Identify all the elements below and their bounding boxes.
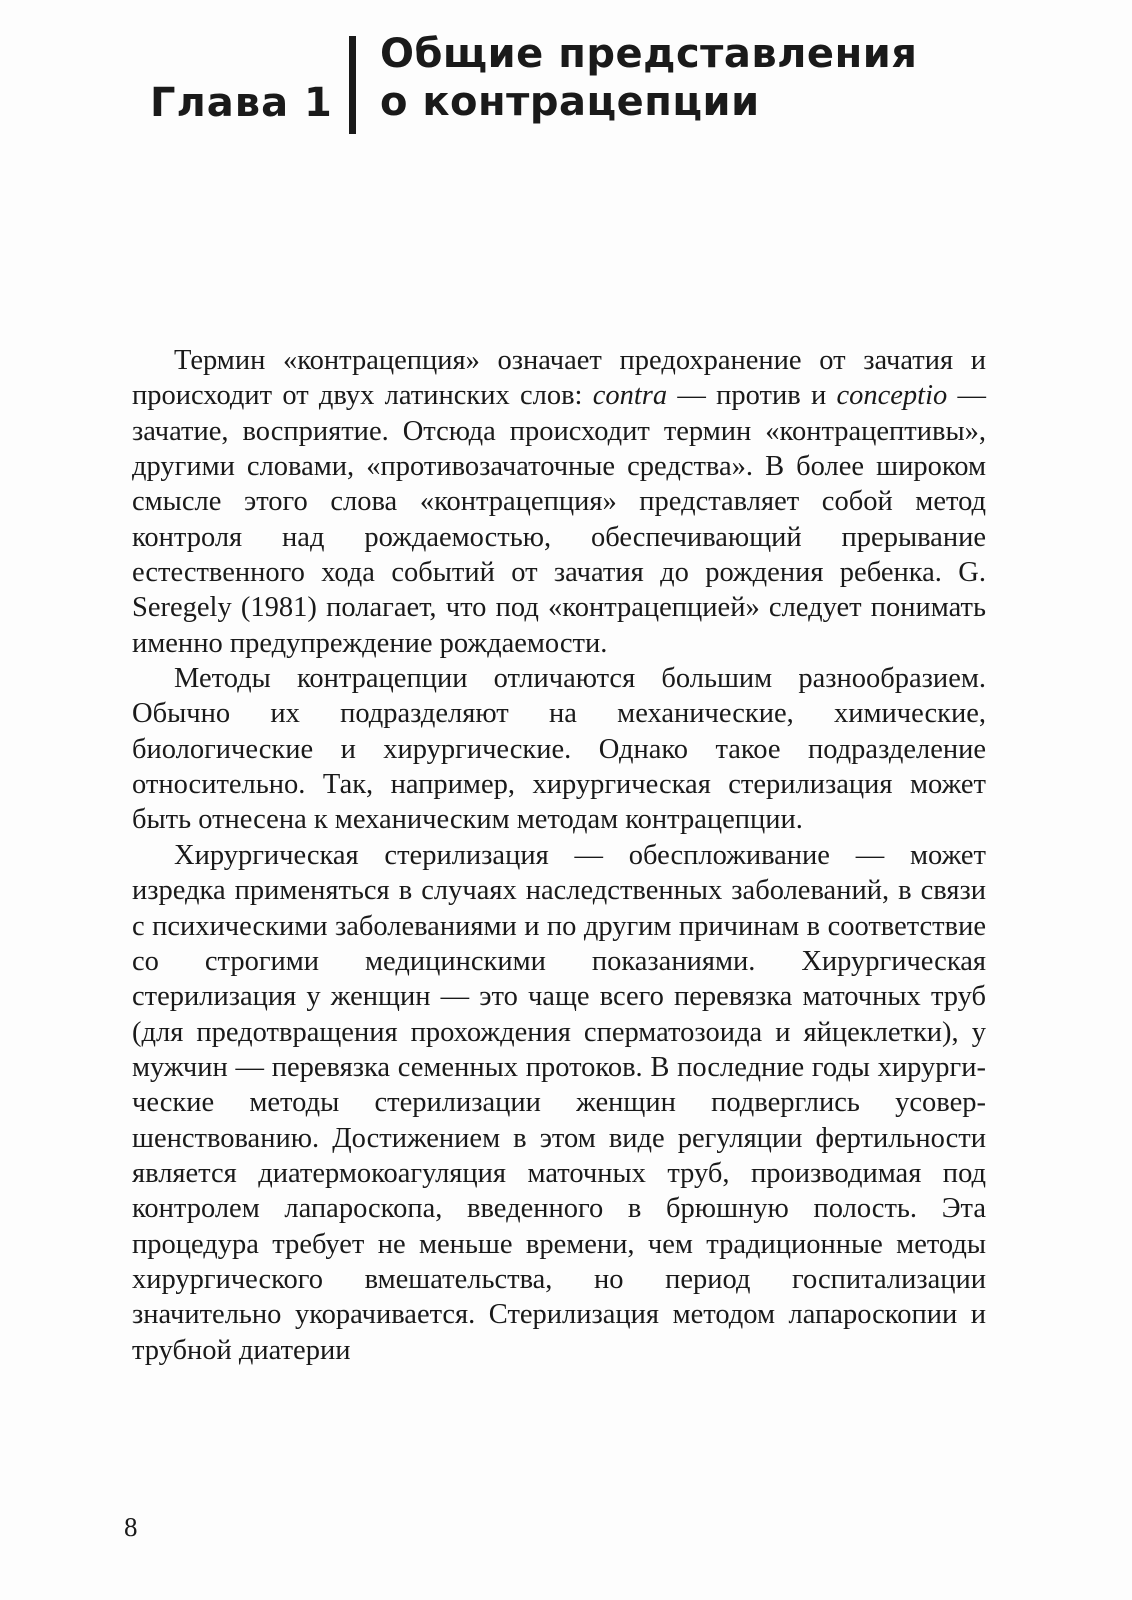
- body-text: [132, 343, 986, 1368]
- paragraph-2: Методы контрацепции отличаются большим разнообразием. Обычно их подразделяют на механические, химические, биологические и хирургические. Однако такое подразделение относительно. Так, например, хирургическая стерилизация может быть отнесена к механическим методам контрацепции.: [132, 663, 986, 836]
- paragraph-1-text-b: — против и: [667, 380, 837, 412]
- page-number: 8: [124, 1512, 138, 1542]
- paragraph-1: [132, 343, 986, 661]
- chapter-label: Глава 1: [150, 80, 333, 126]
- paragraph-3: Хирургическая стерилизация — обеспложивание — может изредка применяться в случаях наследственных заболеваний, в связи с психическими заболеваниями и по другим причинам в соответствие со строгими медицинскими показаниями. Хирургическая стерилизация у женщин — это чаще всего перевязка маточных труб (для предотвращения прохождения сперматозоида и яйцеклетки), у мужчин — перевязка семенных протоков. В последние годы хирургические методы стерилизации женщин подверглись усовершенствованию. Достижением в этом виде регуляции фертильности является диатермокоагуляция маточных труб, производимая под контролем лапароскопа, введенного в брюшную полость. Эта процедура требует не меньше времени, чем традиционные методы хирургического вмешательства, но период госпитализации значительно укорачивается. Стерилизация методом лапароскопии и трубной диатерии: [132, 839, 986, 1366]
- latin-term-contra: contra: [592, 380, 668, 412]
- chapter-title: [380, 30, 917, 126]
- latin-term-conceptio: conceptio: [836, 380, 948, 412]
- chapter-title-line-2: о контрацепции: [380, 79, 760, 125]
- paragraph-1-text-a: Термин «контрацепция» означает предохранение от зачатия и происходит от двух латинских слов:: [132, 345, 986, 412]
- chapter-header: [0, 30, 1132, 150]
- chapter-title-line-1: Общие представления: [380, 31, 918, 77]
- paragraph-1-text-c: — зачатие, восприятие. Отсюда происходит термин «контрацептивы», другими словами, «противозачаточные средства». В более широком смысле этого слова «контрацепция» представляет собой метод контроля над рождаемостью, обеспечивающий прерывание естественного хода событий от зачатия до рождения ребенка. G. Seregely (1981) полагает, что под «контрацепцией» следует понимать именно предупреждение рождаемости.: [132, 380, 986, 659]
- chapter-divider: [349, 36, 356, 134]
